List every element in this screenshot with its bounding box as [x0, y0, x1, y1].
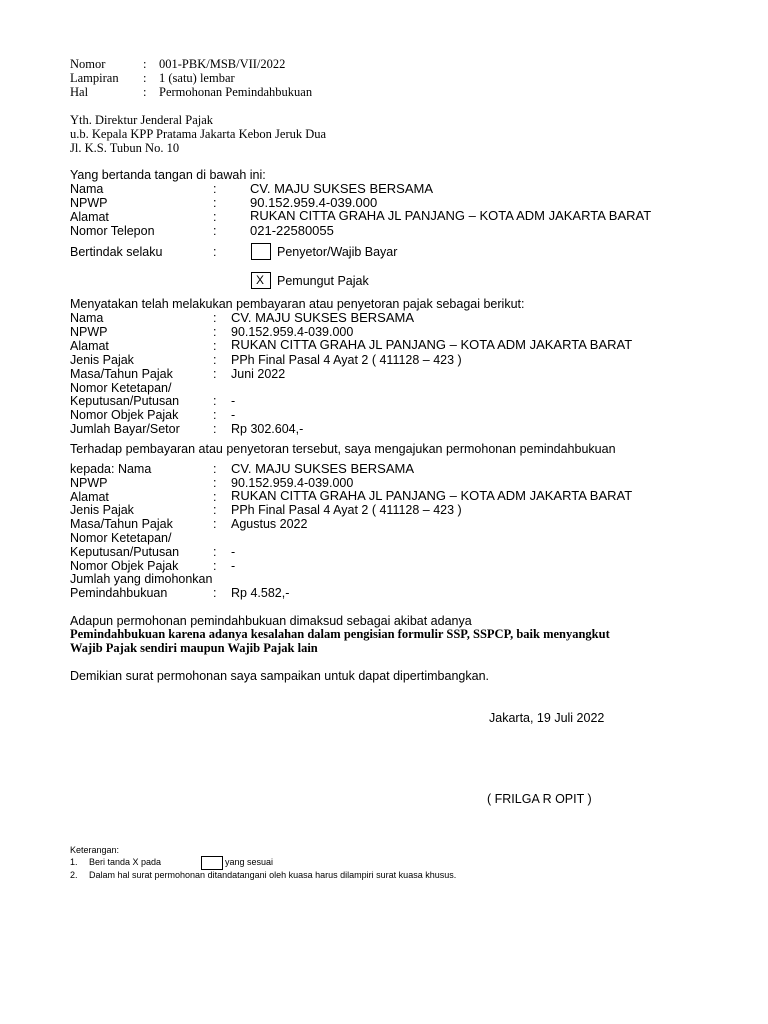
transfer-intro: Terhadap pembayaran atau penyetoran tersebut, saya mengajukan permohonan pemindahbukuan [70, 442, 616, 456]
transfer-alamat-label: Alamat [70, 490, 109, 504]
transfer-ketetapan-value: - [231, 545, 236, 559]
payment-nama-label: Nama [70, 311, 104, 325]
recipient-line-1: Yth. Direktur Jenderal Pajak [70, 113, 214, 127]
colon: : [213, 367, 217, 381]
nomor-value: 001-PBK/MSB/VII/2022 [159, 57, 286, 71]
note-1-text-a: Beri tanda X pada [89, 857, 162, 867]
payment-npwp-label: NPWP [70, 325, 108, 339]
signer-npwp-label: NPWP [70, 196, 108, 210]
payment-ketetapan-value: - [231, 394, 236, 408]
transfer-masa-label: Masa/Tahun Pajak [70, 517, 173, 531]
recipient-line-2: u.b. Kepala KPP Pratama Jakarta Kebon Jeruk Dua [70, 127, 327, 141]
reason-bold-line-2: Wajib Pajak sendiri maupun Wajib Pajak lain [70, 641, 318, 655]
payment-masa-label: Masa/Tahun Pajak [70, 367, 173, 381]
transfer-jumlah-value: Rp 4.582,- [231, 586, 290, 600]
colon: : [213, 422, 217, 436]
colon: : [143, 71, 147, 85]
transfer-ketetapan-label-1: Nomor Ketetapan/ [70, 531, 172, 545]
transfer-objek-label: Nomor Objek Pajak [70, 559, 179, 573]
payment-alamat-label: Alamat [70, 339, 109, 353]
payment-objek-label: Nomor Objek Pajak [70, 408, 179, 422]
colon: : [213, 245, 217, 259]
colon: : [143, 85, 147, 99]
colon: : [213, 196, 217, 210]
colon: : [213, 353, 217, 367]
colon: : [213, 311, 217, 325]
colon: : [213, 559, 217, 573]
colon: : [213, 339, 217, 353]
reason-intro: Adapun permohonan pemindahbukuan dimaksud sebagai akibat adanya [70, 614, 472, 628]
recipient-line-3: Jl. K.S. Tubun No. 10 [70, 141, 180, 155]
payment-intro: Menyatakan telah melakukan pembayaran atau penyetoran pajak sebagai berikut: [70, 297, 525, 311]
transfer-npwp-label: NPWP [70, 476, 108, 490]
colon: : [213, 462, 217, 476]
signer-alamat-label: Alamat [70, 210, 109, 224]
signer-nama-label: Nama [70, 182, 104, 196]
option-pemungut-label: Pemungut Pajak [277, 274, 369, 288]
payment-objek-value: - [231, 408, 236, 422]
payment-jumlah-value: Rp 302.604,- [231, 422, 304, 436]
lampiran-value: 1 (satu) lembar [159, 71, 235, 85]
transfer-nama-label: kepada: Nama [70, 462, 152, 476]
option-penyetor-label: Penyetor/Wajib Bayar [277, 245, 398, 259]
signer-alamat-value: RUKAN CITTA GRAHA JL PANJANG – KOTA ADM JAKARTA BARAT [250, 208, 652, 223]
colon: : [213, 408, 217, 422]
transfer-npwp-value: 90.152.959.4-039.000 [231, 476, 354, 490]
transfer-ketetapan-label-2: Keputusan/Putusan [70, 545, 180, 559]
colon: : [143, 57, 147, 71]
transfer-jenis-label: Jenis Pajak [70, 503, 134, 517]
colon: : [213, 224, 217, 238]
transfer-alamat-value: RUKAN CITTA GRAHA JL PANJANG – KOTA ADM JAKARTA BARAT [231, 488, 633, 503]
payment-ketetapan-label-1: Nomor Ketetapan/ [70, 381, 172, 395]
transfer-objek-value: - [231, 559, 236, 573]
colon: : [213, 210, 217, 224]
signer-telp-value: 021-22580055 [250, 223, 334, 238]
hal-label: Hal [70, 85, 89, 99]
bertindak-label: Bertindak selaku [70, 245, 163, 259]
signature-name: ( FRILGA R OPIT ) [487, 792, 592, 806]
x-mark-icon: X [256, 273, 265, 287]
hal-value: Permohonan Pemindahbukuan [159, 85, 313, 99]
transfer-jumlah-label-2: Pemindahbukuan [70, 586, 168, 600]
payment-jumlah-label: Jumlah Bayar/Setor [70, 422, 180, 436]
payment-alamat-value: RUKAN CITTA GRAHA JL PANJANG – KOTA ADM JAKARTA BARAT [231, 337, 633, 352]
lampiran-label: Lampiran [70, 71, 119, 85]
signer-npwp-value: 90.152.959.4-039.000 [250, 195, 378, 210]
reason-bold-line-1: Pemindahbukuan karena adanya kesalahan dalam pengisian formulir SSP, SSPCP, baik menyangkut [70, 627, 610, 641]
payment-jenis-label: Jenis Pajak [70, 353, 134, 367]
payment-nama-value: CV. MAJU SUKSES BERSAMA [231, 310, 415, 325]
payment-ketetapan-label-2: Keputusan/Putusan [70, 394, 180, 408]
payment-masa-value: Juni 2022 [231, 367, 286, 381]
colon: : [213, 517, 217, 531]
colon: : [213, 586, 217, 600]
colon: : [213, 325, 217, 339]
colon: : [213, 490, 217, 504]
payment-jenis-value: PPh Final Pasal 4 Ayat 2 ( 411128 – 423 ) [231, 353, 462, 367]
note-2-text: Dalam hal surat permohonan ditandatangani oleh kuasa harus dilampiri surat kuasa khusus. [89, 870, 457, 880]
colon: : [213, 503, 217, 517]
transfer-jenis-value: PPh Final Pasal 4 Ayat 2 ( 411128 – 423 ) [231, 503, 462, 517]
option-penyetor-checkbox[interactable] [251, 243, 271, 260]
colon: : [213, 182, 217, 196]
transfer-masa-value: Agustus 2022 [231, 517, 308, 531]
colon: : [213, 545, 217, 559]
transfer-nama-value: CV. MAJU SUKSES BERSAMA [231, 461, 415, 476]
signer-nama-value: CV. MAJU SUKSES BERSAMA [250, 181, 434, 196]
payment-npwp-value: 90.152.959.4-039.000 [231, 325, 354, 339]
note-2-number: 2. [70, 870, 78, 880]
note-1-text-b: yang sesuai [225, 857, 274, 867]
signer-intro: Yang bertanda tangan di bawah ini: [70, 168, 266, 182]
signer-telp-label: Nomor Telepon [70, 224, 155, 238]
note-checkbox-sample [201, 856, 223, 870]
place-date: Jakarta, 19 Juli 2022 [489, 711, 605, 725]
transfer-jumlah-label-1: Jumlah yang dimohonkan [70, 572, 213, 586]
nomor-label: Nomor [70, 57, 106, 71]
closing-text: Demikian surat permohonan saya sampaikan untuk dapat dipertimbangkan. [70, 669, 489, 683]
note-1-number: 1. [70, 857, 78, 867]
notes-title: Keterangan: [70, 845, 120, 855]
colon: : [213, 476, 217, 490]
colon: : [213, 394, 217, 408]
